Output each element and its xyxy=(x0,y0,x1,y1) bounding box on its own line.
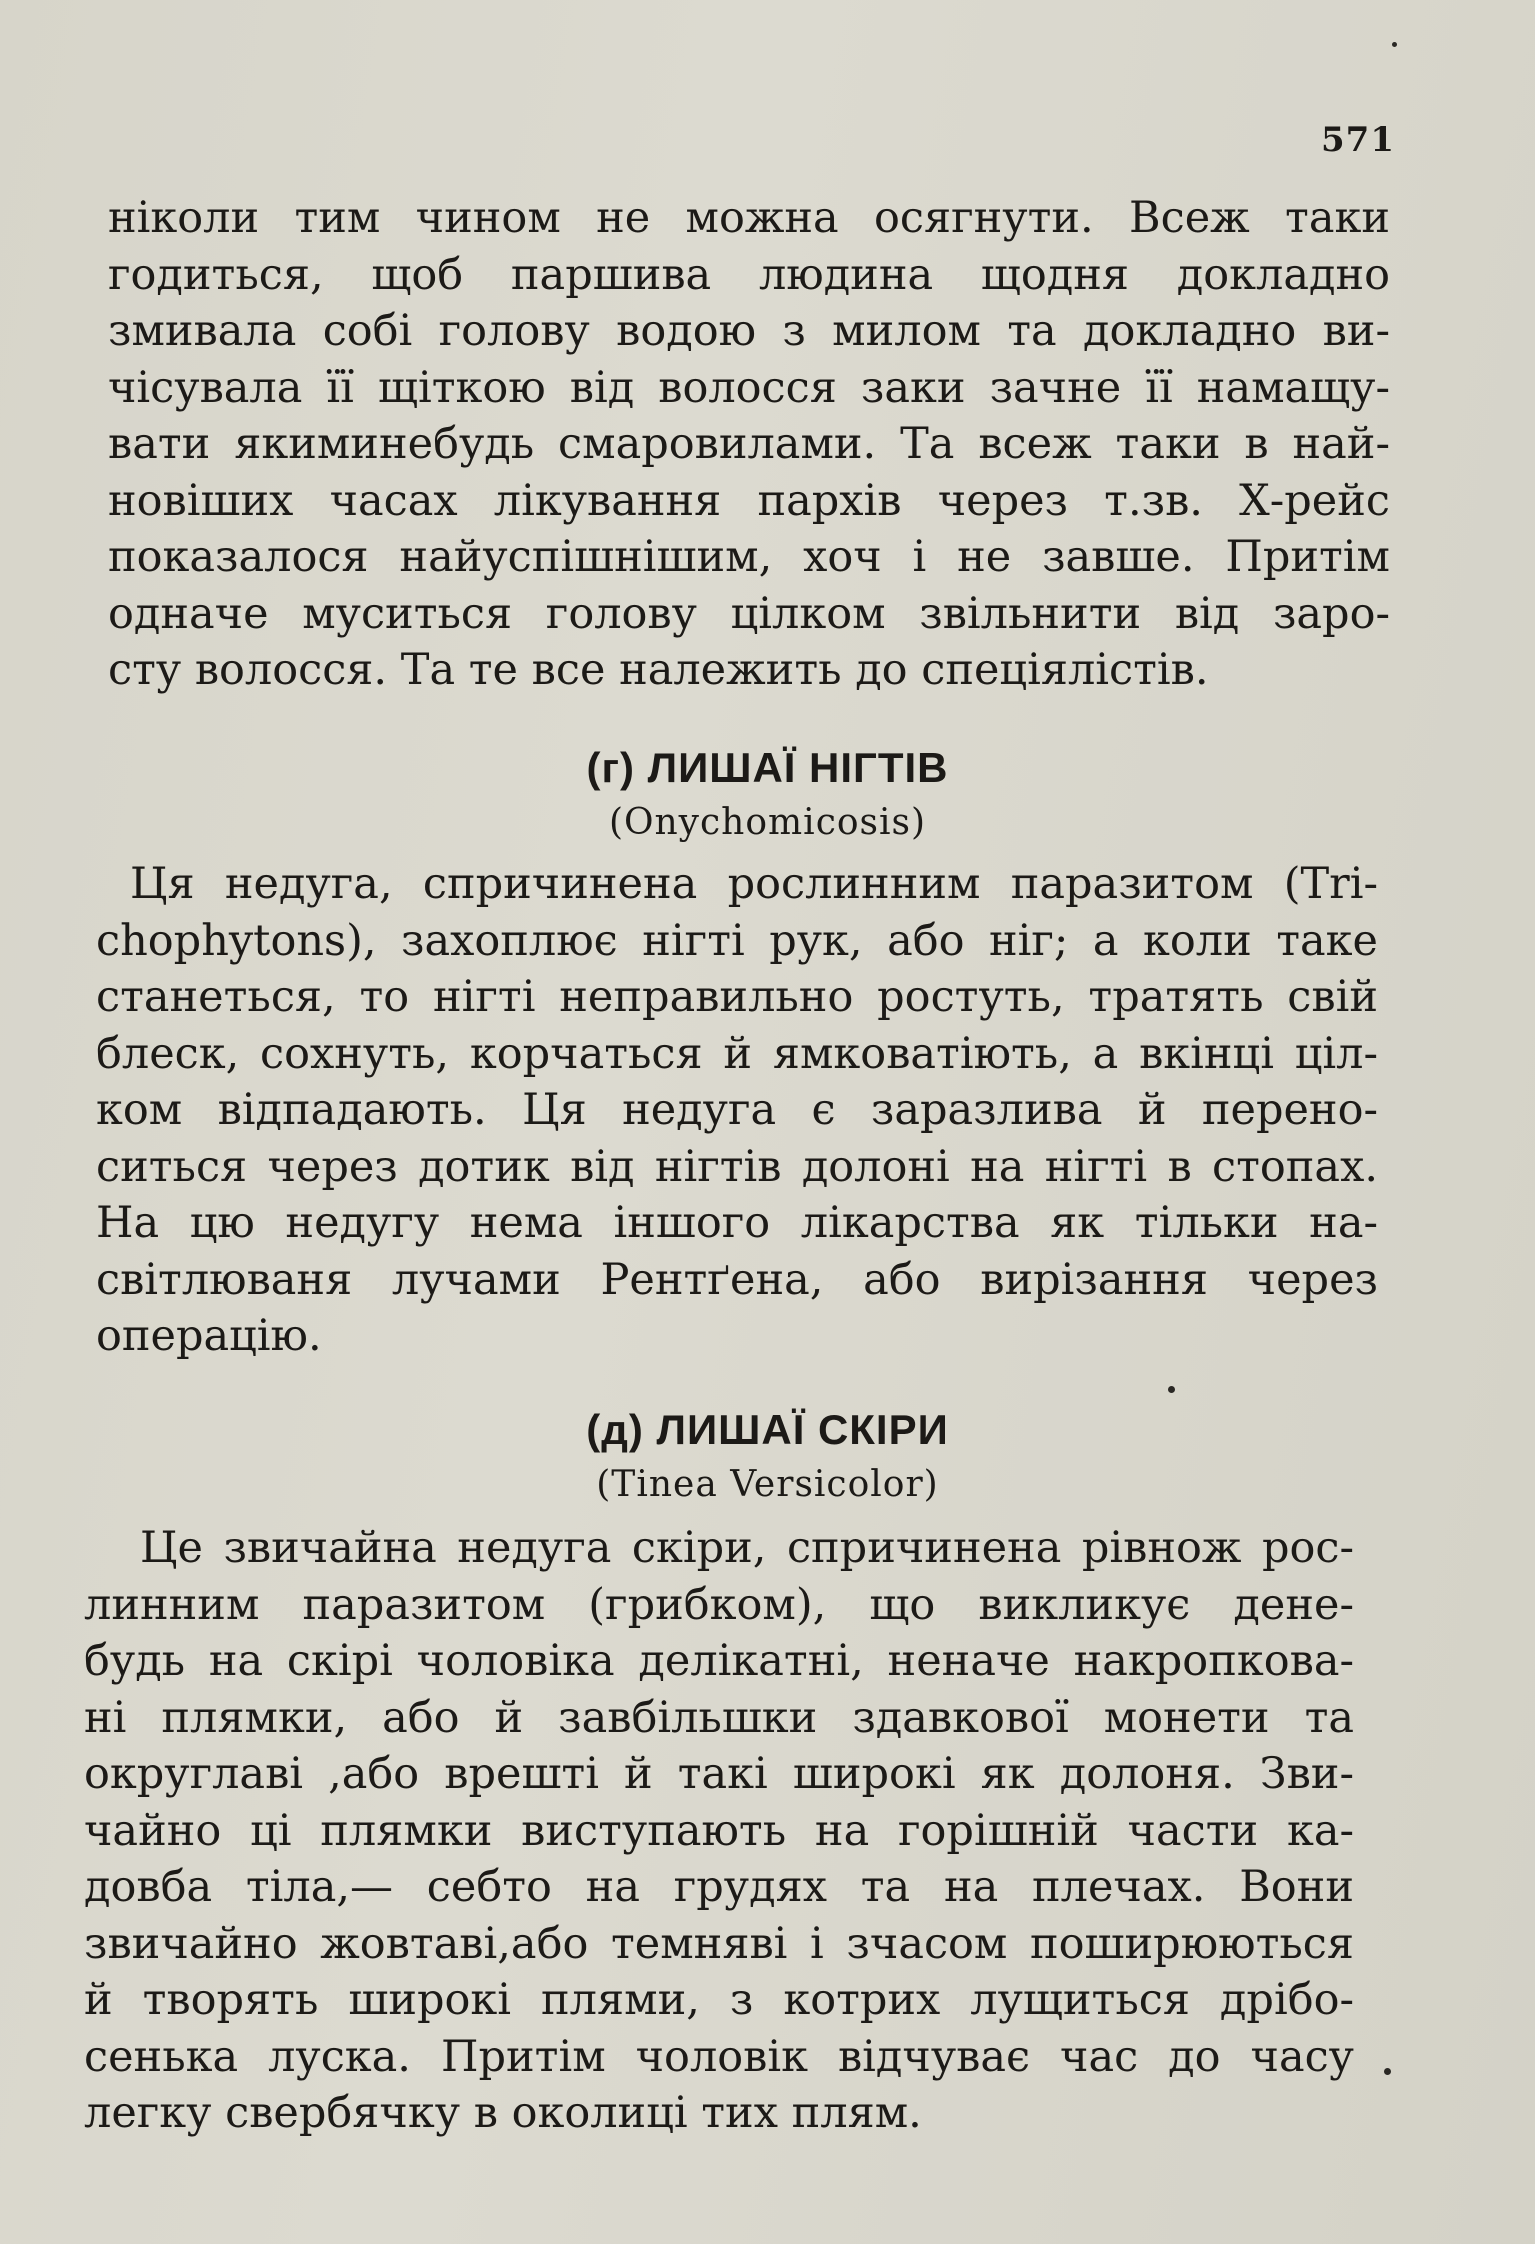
section-d-heading: (д) ЛИШАЇ СКІРИ xyxy=(586,1406,949,1453)
text-line: линним паразитом (грибком), що викликує дене- xyxy=(84,1579,1354,1630)
text-line: будь на скірі чоловіка делікатні, неначе накропкова- xyxy=(84,1636,1354,1686)
text-line: вати якиминебудь смаровилами. Та всеж таки в най- xyxy=(108,419,1390,469)
text-line: показалося найуспішнішим, хоч і не завше. Притім xyxy=(108,532,1390,582)
text-line: легку свербячку в околиці тих плям. xyxy=(84,2088,922,2138)
text-line: операцію. xyxy=(96,1311,322,1361)
text-line: сенька луска. Притім чоловік відчуває час до часу xyxy=(84,2031,1354,2082)
text-line: годиться, щоб паршива людина щодня докладно xyxy=(108,249,1390,300)
section-g-paragraph xyxy=(96,856,1378,1365)
text-line: ком відпадають. Ця недуга є заразлива й перено- xyxy=(96,1085,1378,1135)
text-line: чайно ці плямки виступають на горішній части ка- xyxy=(84,1805,1354,1856)
text-line: сту волосся. Та те все належить до спеціялістів. xyxy=(108,645,1209,695)
ink-speck xyxy=(1168,1386,1175,1393)
text-line: Ця недуга, спричинена рослинним паразитом (Tri- xyxy=(130,859,1378,909)
section-d-subheading: (Tinea Versicolor) xyxy=(596,1464,939,1505)
text-line: змивала собі голову водою з милом та докладно ви- xyxy=(108,306,1390,356)
page-number: 571 xyxy=(1321,120,1395,160)
text-line: звичайно жовтаві,або темняві і зчасом поширюються xyxy=(84,1918,1354,1969)
text-line: станеться, то нігті неправильно ростуть, тратять свій xyxy=(96,972,1378,1022)
text-line: світлюваня лучами Рентґена, або вирізання через xyxy=(96,1254,1378,1305)
section-d-paragraph xyxy=(84,1520,1354,2142)
text-line: новіших часах лікування пархів через т.зв. Х-рейс xyxy=(108,475,1390,526)
text-line: округлаві ,або врешті й такі широкі як долоня. Зви- xyxy=(84,1749,1354,1799)
text-line: довба тіла,— себто на грудях та на плечах. Вони xyxy=(84,1862,1354,1912)
text-line: чісувала її щіткою від волосся заки зачне її намащу- xyxy=(108,362,1390,413)
ink-speck xyxy=(1392,42,1397,47)
text-line: ні плямки, або й завбільшки здавкової монети та xyxy=(84,1692,1354,1743)
text-line: ніколи тим чином не можна осягнути. Всеж таки xyxy=(108,193,1390,243)
text-line: одначе муситься голову цілком звільнити від заро- xyxy=(108,588,1390,639)
text-line: Це звичайна недуга скіри, спричинена рівнож рос- xyxy=(140,1523,1354,1573)
section-g-subheading: (Onychomicosis) xyxy=(608,802,927,843)
text-line: ситься через дотик від нігтів долоні на нігті в стопах. xyxy=(96,1141,1378,1192)
text-line: й творять широкі плями, з котрих лущиться дрібо- xyxy=(84,1975,1354,2025)
intro-paragraph xyxy=(108,190,1390,699)
text-line: На цю недугу нема іншого лікарства як тільки на- xyxy=(96,1198,1378,1248)
ink-speck xyxy=(1384,2068,1391,2075)
section-g-heading: (г) ЛИШАЇ НІГТІВ xyxy=(586,744,949,791)
text-line: chophytons), захоплює нігті рук, або ніг; а коли таке xyxy=(96,915,1378,966)
text-line: блеск, сохнуть, корчаться й ямковатіють, а вкінці ціл- xyxy=(96,1028,1378,1079)
